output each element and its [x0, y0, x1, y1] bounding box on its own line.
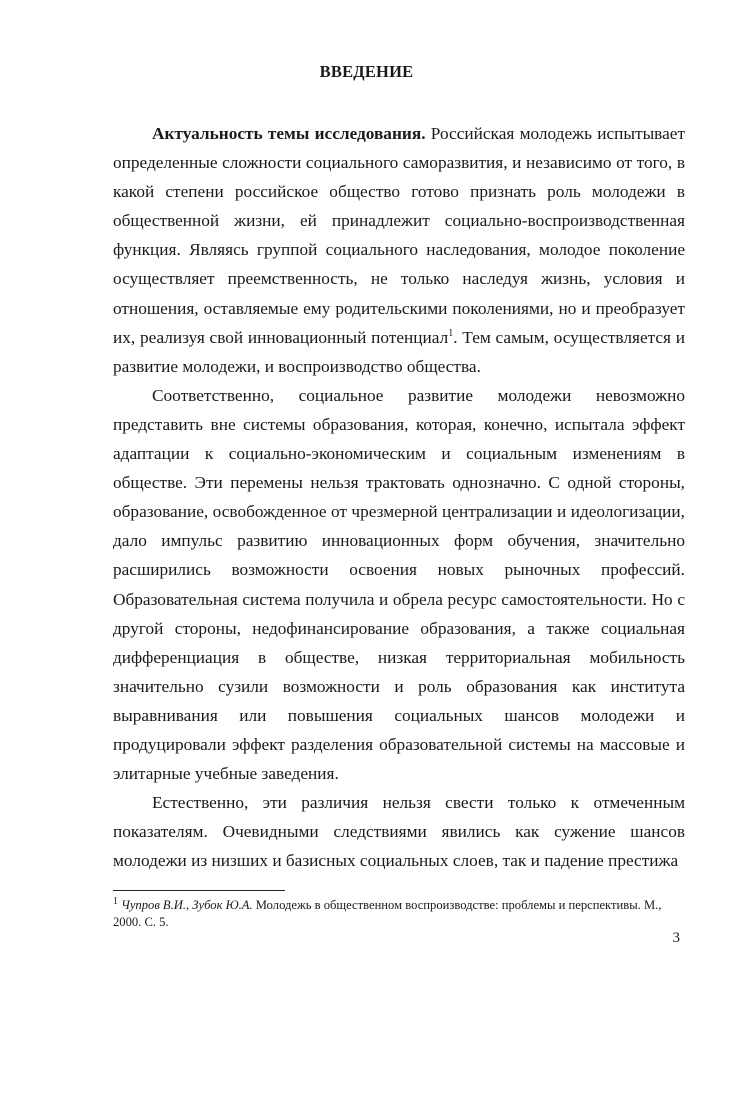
paragraph-1-lead: Актуальность темы исследования. [152, 124, 426, 143]
paragraph-1-text: Российская молодежь испытывает определенные сложности социального саморазвития, и независимо от того, в какой степени российское общество готово признать роль молодежи в общественной жизни, ей принадлежит социально-воспроизводственная функция. Являясь группой социального наследования, молодое поколение осуществляет преемственность, не только наследуя жизнь, условия и отношения, оставляемые ему родительскими поколениями, но и преобразует их, реализуя свой инновационный потенциал [113, 124, 685, 347]
paragraph-1-tail: . Тем самым, осуществляется и развитие молодежи, и воспроизводство общества. [113, 327, 685, 376]
footnote [113, 897, 689, 931]
footnote-authors: Чупров В.И., Зубок Ю.А. [121, 898, 253, 912]
paragraph-1 [113, 119, 685, 381]
footnote-text: Молодежь в общественном воспроизводстве: проблемы и перспективы. М., 2000. С. 5. [113, 898, 662, 929]
footnote-number: 1 [113, 895, 118, 907]
paragraph-2: Соответственно, социальное развитие молодежи невозможно представить вне системы образования, которая, конечно, испытала эффект адаптации к социально-экономическим и социальным изменениям в обществе. Эти перемены нельзя трактовать однозначно. С одной стороны, образование, освобожденное от чрезмерной централизации и идеологизации, дало импульс развитию инновационных форм обучения, значительно расширились возможности освоения новых рыночных профессий. Образовательная система получила и обрела ресурс самостоятельности. Но с другой стороны, недофинансирование образования, а также социальная дифференциация в обществе, низкая территориальная мобильность значительно сузили возможности и роль образования как института выравнивания или повышения социальных шансов молодежи и продуцировали эффект разделения образовательной системы на массовые и элитарные учебные заведения. [113, 385, 685, 784]
page-title: ВВЕДЕНИЕ [319, 62, 414, 81]
footnote-separator [113, 890, 285, 891]
document-body [113, 119, 685, 875]
footnote-reference[interactable]: 1 [448, 327, 454, 339]
paragraph-3: Естественно, эти различия нельзя свести только к отмеченным показателям. Очевидными следствиями явились как сужение шансов молодежи из низших и базисных социальных слоев, так и падение престижа [113, 793, 685, 871]
page-number: 3 [672, 930, 680, 946]
